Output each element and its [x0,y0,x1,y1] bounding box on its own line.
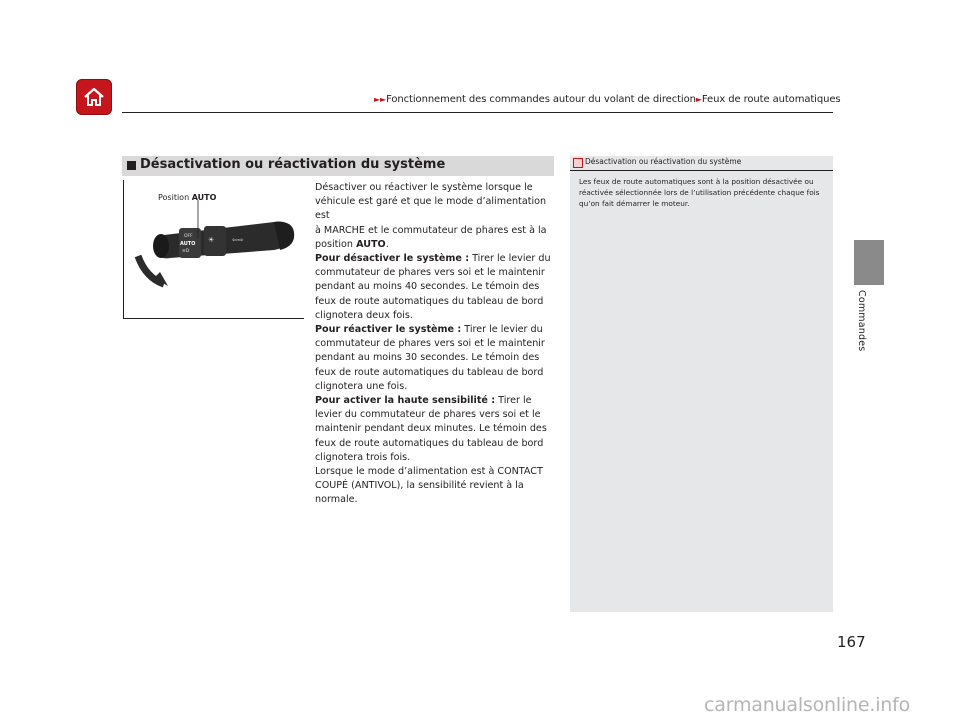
body-text [315,181,559,508]
note-text: Les feux de route automatiques sont à la position désactivée ou réactivée sélectionnée lors de l’utilisation précédente chaque fois qu’on fait démarrer le moteur. [579,177,820,208]
side-note [570,156,833,612]
svg-text:OFF: OFF [184,234,193,239]
breadcrumb [374,94,841,105]
breadcrumb-item[interactable]: Fonctionnement des commandes autour du volant de direction [386,94,696,105]
breadcrumb-item-current: Feux de route automatiques [701,94,841,105]
note-icon [573,158,583,168]
section-header [122,156,554,176]
note-title[interactable]: Désactivation ou réactivation du système [585,157,742,166]
home-button[interactable] [76,79,112,115]
chapter-tab[interactable] [854,240,884,285]
high-sensitivity-paragraph: Pour activer la haute sensibilité : Tirer le levier du commutateur de phares vers soi et le maintenir pendant deux minutes. Le témoin des feux de route automatiques du tableau de bord clignotera trois fois. [315,395,547,463]
watermark: carmanualsonline.info [704,694,911,716]
section-square-icon [127,161,136,170]
header-divider [122,112,833,113]
figure-label: Position AUTO [158,193,217,202]
svg-text:☀: ☀ [208,236,215,244]
page-number: 167 [837,633,866,651]
closing-paragraph: Lorsque le mode d’alimentation est à CONTACT COUPÉ (ANTIVOL), la sensibilité revient à la normale. [315,466,543,506]
intro-paragraph: Désactiver ou réactiver le système lorsque le véhicule est garé et que le mode d’alimentation est à MARCHE et le commutateur de phares est à la position AUTO. [315,182,547,250]
section-title: Désactivation ou réactivation du système [140,157,446,172]
note-header [570,156,833,171]
breadcrumb-arrow-icon: ► [695,95,702,104]
lever-illustration [123,180,304,319]
deactivate-paragraph: Pour désactiver le système : Tirer le levier du commutateur de phares vers soi et le maintenir pendant au moins 40 secondes. Le témoin des feux de route automatiques du tableau de bord clignotera deux fois. [315,253,551,321]
home-icon [82,85,106,109]
svg-text:≡D: ≡D [182,249,190,254]
svg-text:AUTO: AUTO [180,241,196,247]
breadcrumb-arrow-icon: ►► [374,95,387,104]
svg-text:⇦⇨: ⇦⇨ [232,236,244,244]
reactivate-paragraph: Pour réactiver le système : Tirer le levier du commutateur de phares vers soi et le maintenir pendant au moins 30 secondes. Le témoin des feux de route automatiques du tableau de bord clignotera une fois. [315,324,545,392]
chapter-label: Commandes [856,290,867,352]
